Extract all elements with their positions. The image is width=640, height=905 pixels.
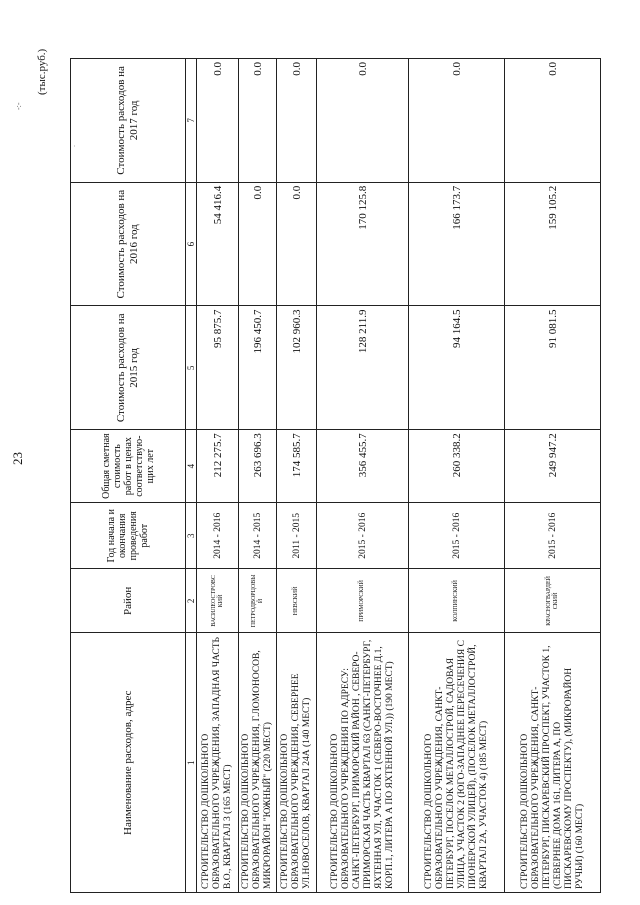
row-name: СТРОИТЕЛЬСТВО ДОШКОЛЬНОГО ОБРАЗОВАТЕЛЬНОГО УЧРЕЖДЕНИЯ, Г.ЛОМОНОСОВ, МИКРОРАЙОН "ЮЖНЫЙ" (220 МЕСТ): [239, 633, 277, 893]
row-name: СТРОИТЕЛЬСТВО ДОШКОЛЬНОГО ОБРАЗОВАТЕЛЬНОГО УЧРЕЖДЕНИЯ, СЕВЕРНЕЕ УЛ.НОВОСЕЛОВ, КВАРТАЛ 24А (140 МЕСТ): [277, 633, 317, 893]
row-period: 2011 - 2015: [277, 503, 317, 569]
row-period: 2015 - 2016: [409, 503, 505, 569]
header-name: Наименование расходов, адрес: [71, 633, 186, 893]
header-district: Район: [71, 569, 186, 633]
row-total: 174 585.7: [277, 430, 317, 503]
column-number: 1: [186, 633, 197, 893]
row-total: 212 275.7: [197, 430, 239, 503]
row-2016: 54 416.4: [197, 182, 239, 306]
table-row: [505, 59, 601, 893]
row-2017: 0.0: [277, 59, 317, 183]
units-label: (тыс.руб.): [36, 48, 48, 95]
row-name: СТРОИТЕЛЬСТВО ДОШКОЛЬНОГО ОБРАЗОВАТЕЛЬНОГО УЧРЕЖДЕНИЯ, САНКТ-ПЕТЕРБУРГ, ПИСКАРЕВСКИЙ ПРОСПЕКТ, УЧАСТОК 1, (СЕВЕРНЕЕ ДОМА 161, ЛИТЕРА А, ПО ПИСКАРЕВСКОМУ ПРОСПЕКТУ), (МИКРОРАЙОН РУЧЬИ) (160 МЕСТ): [505, 633, 601, 893]
column-number: 5: [186, 306, 197, 430]
row-2016: 170 125.8: [317, 182, 409, 306]
column-number: 6: [186, 182, 197, 306]
header-total: Общая сметная стоимость работ в ценах соответствую-щих лет: [71, 430, 186, 503]
row-2016: 166 173.7: [409, 182, 505, 306]
column-number: 4: [186, 430, 197, 503]
header-period: Год начала и окончания проведения работ: [71, 503, 186, 569]
row-period: 2015 - 2016: [317, 503, 409, 569]
scan-mark-dot: .: [68, 145, 77, 147]
row-district: ПРИМОРСКИЙ: [317, 569, 409, 633]
column-number-row: [186, 59, 197, 893]
row-2015: 128 211.9: [317, 306, 409, 430]
row-district: ПЕТРОДВОРЦОВЫ Й: [239, 569, 277, 633]
row-district: НЕВСКИЙ: [277, 569, 317, 633]
row-district: ВАСИЛЕОСТРОВС КИЙ: [197, 569, 239, 633]
table-row: [317, 59, 409, 893]
row-2017: 0.0: [505, 59, 601, 183]
header-2016: Стоимость расходов на 2016 год: [71, 182, 186, 306]
table-row: [239, 59, 277, 893]
row-name: СТРОИТЕЛЬСТВО ДОШКОЛЬНОГО ОБРАЗОВАТЕЛЬНОГО УЧРЕЖДЕНИЯ, САНКТ-ПЕТЕРБУРГ, ПОСЕЛОК МЕТАЛЛОСТРОЙ, САДОВАЯ УЛИЦА, УЧАСТОК 2 (ЮГО-ЗАПАДНЕЕ ПЕРЕСЕЧЕНИЯ С ПИОНЕРСКОЙ УЛИЦЕЙ), (ПОСЕЛОК МЕТАЛЛОСТРОЙ, КВАРТАЛ 2А, УЧАСТОК 4) (185 МЕСТ): [409, 633, 505, 893]
row-name: СТРОИТЕЛЬСТВО ДОШКОЛЬНОГО ОБРАЗОВАТЕЛЬНОГО УЧРЕЖДЕНИЯ, ЗАПАДНАЯ ЧАСТЬ В.О., КВАРТАЛ 3 (165 МЕСТ): [197, 633, 239, 893]
row-2016: 0.0: [277, 182, 317, 306]
row-2015: 94 164.5: [409, 306, 505, 430]
header-2015: Стоимость расходов на 2015 год: [71, 306, 186, 430]
row-2016: 0.0: [239, 182, 277, 306]
row-2015: 95 875.7: [197, 306, 239, 430]
row-total: 249 947.2: [505, 430, 601, 503]
row-district: КРАСНОГВАРДЕЙ СКИЙ: [505, 569, 601, 633]
row-total: 263 696.3: [239, 430, 277, 503]
column-number: 2: [186, 569, 197, 633]
table-row: [277, 59, 317, 893]
row-2017: 0.0: [197, 59, 239, 183]
row-period: 2014 - 2015: [239, 503, 277, 569]
row-district: КОЛПИНСКИЙ: [409, 569, 505, 633]
row-2016: 159 105.2: [505, 182, 601, 306]
expenses-table: [70, 58, 601, 893]
column-number: 7: [186, 59, 197, 183]
column-number: 3: [186, 503, 197, 569]
row-2015: 91 081.5: [505, 306, 601, 430]
row-total: 260 338.2: [409, 430, 505, 503]
scan-mark: -:-: [14, 102, 23, 110]
row-2015: 196 450.7: [239, 306, 277, 430]
row-2017: 0.0: [317, 59, 409, 183]
header-row: [71, 59, 186, 893]
row-2017: 0.0: [239, 59, 277, 183]
header-2017: Стоимость расходов на 2017 год: [71, 59, 186, 183]
page-number: 23: [10, 452, 25, 465]
table-row: [409, 59, 505, 893]
row-period: 2014 - 2016: [197, 503, 239, 569]
row-2015: 102 960.3: [277, 306, 317, 430]
table-row: [197, 59, 239, 893]
row-total: 356 455.7: [317, 430, 409, 503]
row-period: 2015 - 2016: [505, 503, 601, 569]
row-name: СТРОИТЕЛЬСТВО ДОШКОЛЬНОГО ОБРАЗОВАТЕЛЬНОГО УЧРЕЖДЕНИЯ ПО АДРЕСУ: САНКТ-ПЕТЕРБУРГ, ПРИМОРСКИЙ РАЙОН , СЕВЕРО-ПРИМОРСКАЯ ЧАСТЬ КВАРТАЛ 63 (САНКТ-ПЕТЕРБУРГ, ЯХТЕННАЯ УЛ, УЧАСТОК 1 (СЕВЕРО-ВОСТОЧНЕЕ Д.1, КОРП.1, ЛИТЕРА А ПО ЯХТЕННОЙ УЛ.)) (190 МЕСТ): [317, 633, 409, 893]
row-2017: 0.0: [409, 59, 505, 183]
